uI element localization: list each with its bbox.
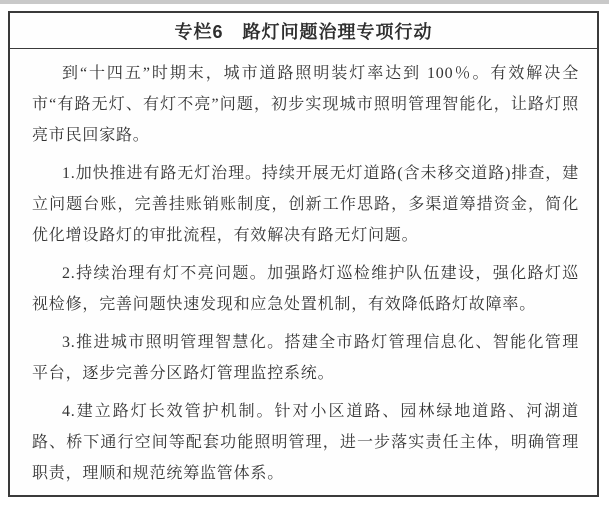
- paragraph-goal-intro: 到“十四五”时期末，城市道路照明装灯率达到 100％。有效解决全市“有路无灯、有灯不亮”问题，初步实现城市照明管理智能化，让路灯照亮市民回家路。: [32, 65, 579, 144]
- panel-title: 专栏6 路灯问题治理专项行动: [10, 13, 597, 49]
- paragraph-task-3: 3.推进城市照明管理智慧化。搭建全市路灯管理信息化、智能化管理平台，逐步完善分区路灯管理监控系统。: [32, 334, 579, 382]
- paragraph-task-1: 1.加快推进有路无灯治理。持续开展无灯道路(含未移交道路)排查，建立问题台账，完善挂账销账制度，创新工作思路，多渠道筹措资金，简化优化增设路灯的审批流程，有效解决有路无灯问题。: [32, 165, 579, 244]
- paragraph-task-4: 4.建立路灯长效管护机制。针对小区道路、园林绿地道路、河湖道路、桥下通行空间等配套功能照明管理，进一步落实责任主体，明确管理职责，理顺和规范统筹监管体系。: [32, 403, 579, 482]
- column-panel: [8, 11, 599, 497]
- paragraph-task-2: 2.持续治理有灯不亮问题。加强路灯巡检维护队伍建设，强化路灯巡视检修，完善问题快速发现和应急处置机制，有效降低路灯故障率。: [32, 265, 579, 313]
- panel-body: [10, 49, 597, 489]
- page-top-edge-strip: [0, 0, 609, 4]
